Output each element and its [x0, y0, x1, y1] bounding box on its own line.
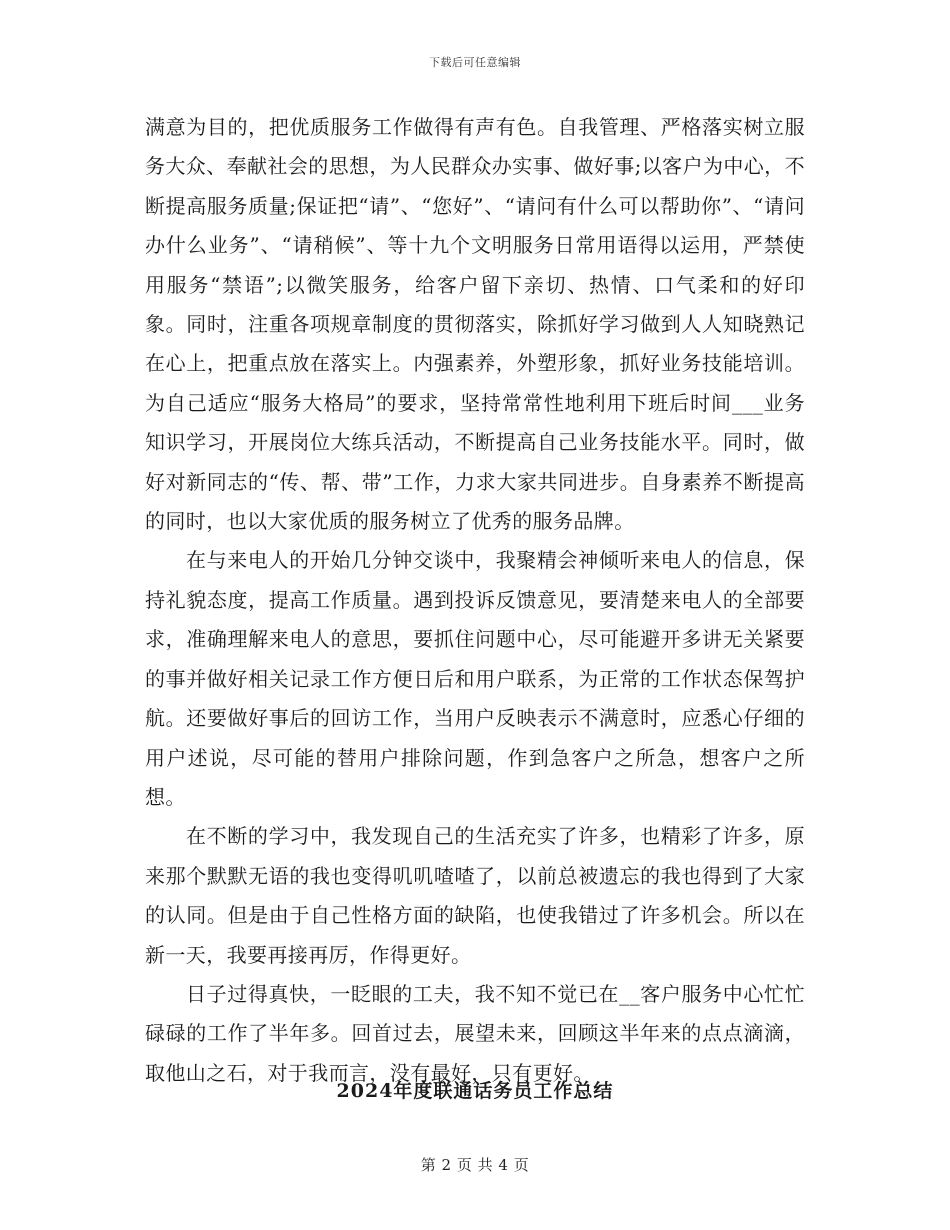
- section-title: 2024年度联通话务员工作总结: [336, 1080, 614, 1102]
- paragraph-4: 日子过得真快，一眨眼的工夫，我不知不觉已在__客户服务中心忙忙碌碌的工作了半年多。回首过去，展望未来，回顾这半年来的点点滴滴，取他山之石，对于我而言，没有最好，只有更好。: [145, 981, 805, 1085]
- page-footer: 第 2 页 共 4 页: [420, 1156, 530, 1174]
- paragraph-2: 在与来电人的开始几分钟交谈中，我聚精会神倾听来电人的信息，保持礼貌态度，提高工作质量。遇到投诉反馈意见，要清楚来电人的全部要求，准确理解来电人的意思，要抓住问题中心，尽可能避开多讲无关紧要的事并做好相关记录工作方便日后和用户联系，为正常的工作状态保驾护航。还要做好事后的回访工作，当用户反映表示不满意时，应悉心仔细的用户述说，尽可能的替用户排除问题，作到急客户之所急，想客户之所想。: [145, 548, 805, 809]
- header-note: 下载后可任意编辑: [429, 56, 521, 69]
- paragraph-1: 满意为目的，把优质服务工作做得有声有色。自我管理、严格落实树立服务大众、奉献社会的思想，为人民群众办实事、做好事;以客户为中心，不断提高服务质量;保证把“请”、“您好”、“请问有什么可以帮助你”、“请问办什么业务”、“请稍候”、等十九个文明服务日常用语得以运用，严禁使用服务“禁语”;以微笑服务，给客户留下亲切、热情、口气柔和的好印象。同时，注重各项规章制度的贯彻落实，除抓好学习做到人人知晓熟记在心上，把重点放在落实上。内强素养，外塑形象，抓好业务技能培训。为自己适应“服务大格局”的要求，坚持常常性地利用下班后时间___业务知识学习，开展岗位大练兵活动，不断提高自己业务技能水平。同时，做好对新同志的“传、帮、带”工作，力求大家共同进步。自身素养不断提高的同时，也以大家优质的服务树立了优秀的服务品牌。: [145, 115, 805, 534]
- document-body: [145, 108, 805, 1093]
- paragraph-3: 在不断的学习中，我发现自己的生活充实了许多，也精彩了许多，原来那个默默无语的我也变得叽叽喳喳了，以前总被遗忘的我也得到了大家的认同。但是由于自己性格方面的缺陷，也使我错过了许多机会。所以在新一天，我要再接再厉，作得更好。: [145, 824, 805, 967]
